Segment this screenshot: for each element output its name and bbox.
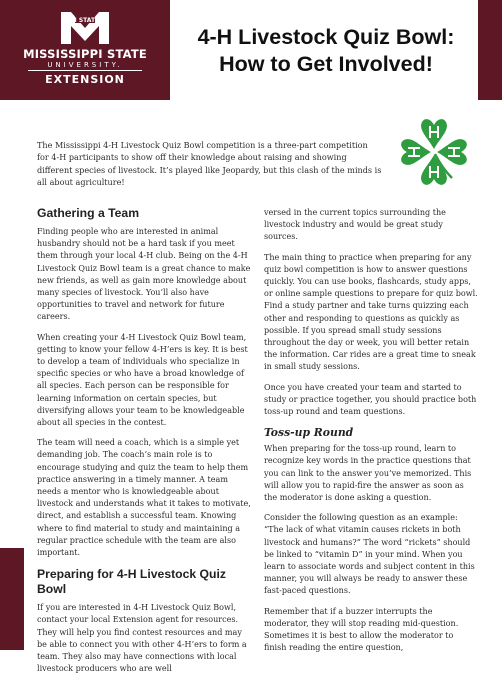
left-column — [37, 206, 253, 684]
logo-m-text: M STATE — [70, 17, 100, 24]
paragraph: If you are interested in 4-H Livestock Quiz Bowl, contact your local Extension agent for resources. They will help you find contest resources and may be able to connect you with other 4-H’ers to form a team. They also may have connections with local livestock producers who are well — [37, 603, 247, 674]
paragraph: Finding people who are interested in animal husbandry should not be a hard task if you meet them through your local 4-H club. Being on the 4-H Livestock Quiz Bowl team is a great chance to make new friends, as well as gain more knowledge about many species of livestock. You’ll also have opportunities to travel and network for future careers. — [37, 227, 251, 322]
page-title — [176, 24, 476, 78]
header-right-bar — [478, 0, 502, 100]
right-column — [264, 207, 478, 663]
logo-university-word: UNIVERSITY. — [47, 61, 123, 69]
paragraph: Remember that if a buzzer interrupts the moderator, they will stop reading mid-question. Sometimes it is best to allow the moderator to finish reading the entire question, — [264, 606, 459, 653]
4h-clover-icon — [398, 116, 470, 188]
left-bar-maroon-segment — [0, 548, 24, 650]
paragraph: When preparing for the toss-up round, learn to recognize key words in the practice questions that you can link to the answer you’ve memorized. This will allow you to rapid-fire the answer as soon as the moderator is done asking a question. — [264, 444, 472, 503]
paragraph: Consider the following question as an example: “The lack of what vitamin causes rickets in both livestock and humans?” The word “rickets” should be linked to “vitamin D” in your mind. When you learn to associate words and subject content in this manner, you will always be ready to answer these fast-paced questions. — [264, 513, 475, 596]
heading-gathering-a-team: Gathering a Team — [37, 206, 140, 220]
paragraph: Once you have created your team and started to study or practice together, you should practice both toss-up round and team questions. — [264, 382, 477, 417]
logo-university-name: MISSISSIPPI STATE — [23, 47, 147, 61]
msu-extension-logo — [0, 0, 170, 100]
logo-divider — [28, 70, 142, 71]
paragraph: When creating your 4-H Livestock Quiz Bowl team, getting to know your fellow 4-H’ers is key. It is best to develop a team of individuals who specialize in specific species or who have a broad knowledge of all species. Each person can be responsible for learning information on certain species, but diversifying allows your team to be knowledgeable about all species in the contest. — [37, 332, 248, 428]
title-line-1: 4-H Livestock Quiz Bowl: — [197, 25, 455, 49]
paragraph: The main thing to practice when preparing for any quiz bowl competition is how to answer questions quickly. You can use books, flashcards, study apps, or online sample questions to prepare for quiz bowl. Find a study partner and take turns quizzing each other and responding to questions as quickly as possible. If you spread small study sessions throughout the day or week, you will better retain the information. Car rides are a great time to sneak in small study sessions. — [264, 252, 478, 372]
left-side-bar — [0, 100, 24, 650]
title-line-2: How to Get Involved! — [219, 52, 433, 76]
msu-m-logo-icon — [59, 8, 111, 48]
logo-extension: EXTENSION — [45, 73, 125, 86]
left-bar-white-segment — [0, 100, 24, 548]
heading-preparing: Preparing for 4-H Livestock Quiz Bowl — [37, 567, 226, 597]
paragraph: The team will need a coach, which is a simple yet demanding job. The coach’s main role is to encourage studying and quiz the team to help them practice answering in a timely manner. A team needs a mentor who is knowledgeable about livestock and understands what it takes to motivate, direct, and establish a successful team. Knowing where to find material to study and maintaining a regular practice schedule with the team are also important. — [37, 438, 251, 558]
paragraph: versed in the current topics surrounding the livestock industry and would be great study sources. — [264, 208, 446, 242]
heading-toss-up-round: Toss-up Round — [264, 426, 354, 440]
intro-paragraph: The Mississippi 4-H Livestock Quiz Bowl competition is a three-part competition for 4-H participants to show off their knowledge about raising and showing different species of livestock. It’s played like Jeopardy, but this clash of the minds is all about agriculture! — [37, 140, 382, 187]
